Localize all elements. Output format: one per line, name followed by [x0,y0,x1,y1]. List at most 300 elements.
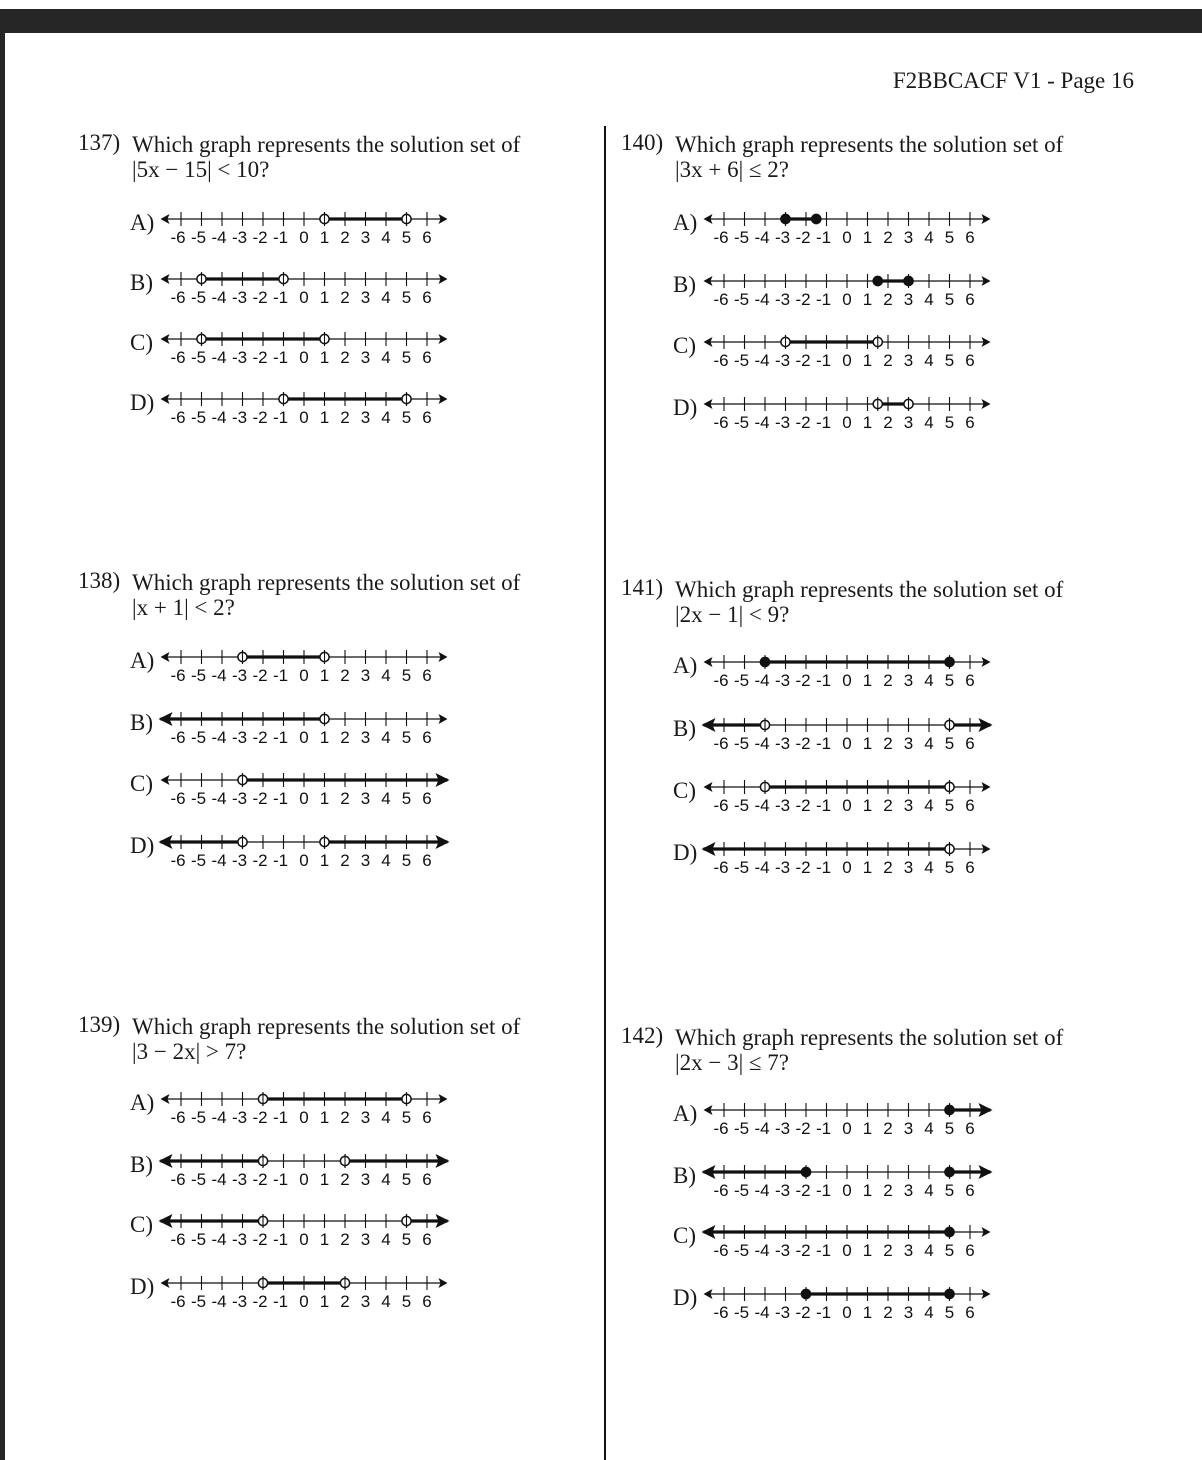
answer-choice-a[interactable] [130,648,490,698]
number-line [160,387,460,429]
question-inequality: |3x + 6| ≤ 2? [675,157,790,182]
tick-label: -3 [774,734,791,753]
tick-label: 0 [299,408,309,427]
tick-label: 4 [924,228,934,247]
choice-label: C) [673,778,696,803]
tick-label: 5 [944,858,955,877]
question-prompt: Which graph represents the solution set of [675,132,1064,157]
tick-label: 3 [903,351,914,370]
choice-label: B) [673,272,696,297]
choice-label: A) [673,653,698,678]
number-line [160,327,460,369]
tick-label: -2 [252,789,268,808]
question-inequality: |3 − 2x| > 7? [132,1039,247,1064]
tick-label: 2 [340,666,350,685]
tick-label: 1 [319,1292,330,1311]
tick-label: 3 [903,290,914,309]
tick-label: 4 [924,1181,934,1200]
tick-label: -1 [272,348,289,367]
choice-label: D) [130,833,155,858]
tick-label: -6 [713,734,729,753]
answer-choice-b[interactable] [130,1152,490,1202]
tick-label: -2 [795,290,811,309]
tick-label: -5 [733,1181,750,1200]
question-inequality: |2x − 1| < 9? [675,602,790,627]
tick-label: 1 [319,1230,330,1249]
tick-label: -1 [272,1292,289,1311]
choice-label: B) [130,710,153,735]
choice-label: D) [673,1285,698,1310]
tick-label: -4 [211,228,227,247]
tick-label: -6 [713,796,729,815]
tick-label: -4 [754,290,770,309]
tick-label: 5 [944,1303,955,1322]
tick-label: -1 [272,789,289,808]
answer-choice-a[interactable] [673,1101,1033,1151]
number-line [160,707,460,749]
tick-label: -5 [190,348,207,367]
tick-label: -3 [231,728,248,747]
question-prompt: Which graph represents the solution set of [132,1014,521,1039]
tick-label: 1 [862,1119,873,1138]
tick-label: 6 [965,1119,975,1138]
closed-endpoint [873,276,882,285]
tick-label: -3 [774,858,791,877]
tick-label: 0 [299,288,309,307]
tick-label: -2 [252,288,268,307]
tick-label: -6 [713,1241,729,1260]
tick-label: 5 [944,1119,955,1138]
answer-choice-a[interactable] [673,210,1033,260]
tick-label: -5 [733,734,750,753]
tick-label: 2 [883,351,893,370]
answer-choice-c[interactable] [130,771,490,821]
number-line [160,768,460,810]
tick-label: -2 [795,671,811,690]
tick-label: -3 [774,671,791,690]
tick-label: 4 [924,1241,934,1260]
answer-choice-d[interactable] [673,1285,1033,1335]
question-inequality: |5x − 15| < 10? [132,157,270,182]
answer-choice-d[interactable] [673,395,1033,445]
answer-choice-b[interactable] [673,716,1033,766]
number-line [160,267,460,309]
tick-label: -3 [774,351,791,370]
tick-label: 6 [965,228,975,247]
tick-label: 4 [381,666,391,685]
tick-label: 1 [319,789,330,808]
tick-label: -2 [795,1241,811,1260]
tick-label: 1 [862,1241,873,1260]
tick-label: -6 [170,1170,186,1189]
tick-label: -3 [231,348,248,367]
tick-label: 5 [944,1181,955,1200]
tick-label: 1 [862,671,873,690]
tick-label: 6 [965,290,975,309]
tick-label: 4 [381,288,391,307]
tick-label: -1 [272,666,289,685]
tick-label: -6 [170,1230,186,1249]
tick-label: 4 [924,858,934,877]
closed-endpoint [945,1105,954,1114]
closed-endpoint [945,1289,954,1298]
tick-label: 3 [360,728,371,747]
tick-label: -6 [170,666,186,685]
closed-endpoint [801,1167,810,1176]
tick-label: -3 [774,1241,791,1260]
tick-label: 1 [319,851,330,870]
tick-label: -4 [211,666,227,685]
page-header: F2BBCACF V1 - Page 16 [892,68,1134,93]
answer-choice-d[interactable] [130,1274,490,1324]
tick-label: -1 [272,728,289,747]
question-number: 141) [621,575,664,600]
tick-label: -2 [795,796,811,815]
tick-label: 1 [862,1181,873,1200]
tick-label: -1 [815,1303,832,1322]
tick-label: -3 [774,1119,791,1138]
tick-label: 6 [422,408,432,427]
tick-label: -5 [190,1170,207,1189]
number-line [160,1087,460,1129]
tick-label: -5 [733,413,750,432]
number-line [703,837,1003,879]
answer-choice-a[interactable] [130,1090,490,1140]
tick-label: -5 [190,1108,207,1127]
tick-label: -6 [713,290,729,309]
tick-label: 5 [401,1230,412,1249]
tick-label: 1 [862,351,873,370]
tick-label: 0 [842,228,852,247]
tick-label: -6 [713,671,729,690]
tick-label: 6 [965,413,975,432]
tick-label: 4 [924,413,934,432]
tick-label: -2 [795,1303,811,1322]
tick-label: -6 [713,228,729,247]
answer-choice-a[interactable] [673,653,1033,703]
answer-choice-c[interactable] [673,1223,1033,1273]
tick-label: 2 [340,1230,350,1249]
tick-label: 0 [842,1303,852,1322]
tick-label: 0 [842,671,852,690]
choice-label: D) [130,390,155,415]
tick-label: 0 [299,666,309,685]
choice-label: D) [673,840,698,865]
tick-label: 5 [401,1108,412,1127]
tick-label: -4 [211,1230,227,1249]
tick-label: -5 [733,1241,750,1260]
question-2 [78,568,598,948]
tick-label: 3 [903,1303,914,1322]
tick-label: 4 [924,351,934,370]
number-line [703,1098,1003,1140]
tick-label: -3 [231,1230,248,1249]
number-line [160,830,460,872]
tick-label: 3 [903,1119,914,1138]
question-text [132,132,520,182]
tick-label: -1 [272,1108,289,1127]
tick-label: -6 [170,348,186,367]
tick-label: 1 [862,858,873,877]
tick-label: -6 [170,851,186,870]
number-line [160,1271,460,1313]
choice-label: A) [673,210,698,235]
question-6 [621,1023,1141,1403]
tick-label: -3 [774,1181,791,1200]
choice-label: C) [130,330,153,355]
tick-label: 4 [381,228,391,247]
tick-label: 2 [340,288,350,307]
tick-label: -4 [754,1241,770,1260]
closed-endpoint [801,1289,810,1298]
question-text [675,132,1063,182]
tick-label: -2 [795,351,811,370]
answer-choice-c[interactable] [130,330,490,380]
tick-label: -4 [211,728,227,747]
tick-label: 5 [401,1292,412,1311]
tick-label: -3 [231,288,248,307]
number-line [160,1149,460,1191]
tick-label: 4 [381,348,391,367]
tick-label: -4 [754,1303,770,1322]
closed-endpoint [904,276,913,285]
tick-label: 6 [965,1181,975,1200]
tick-label: -3 [231,1292,248,1311]
tick-label: 5 [944,671,955,690]
answer-choice-c[interactable] [673,778,1033,828]
answer-choice-b[interactable] [130,270,490,320]
number-line [703,650,1003,692]
tick-label: 6 [422,228,432,247]
question-number: 140) [621,130,664,155]
tick-label: -1 [815,734,832,753]
choice-label: A) [130,1090,155,1115]
question-5 [621,575,1141,955]
tick-label: -2 [252,1170,268,1189]
tick-label: 1 [862,290,873,309]
tick-label: 1 [862,1303,873,1322]
answer-choice-c[interactable] [130,1212,490,1262]
tick-label: -2 [252,666,268,685]
tick-label: -3 [231,851,248,870]
tick-label: -1 [815,671,832,690]
question-prompt: Which graph represents the solution set of [132,570,521,595]
tick-label: 0 [299,348,309,367]
answer-choice-b[interactable] [673,272,1033,322]
tick-label: -1 [815,1181,832,1200]
tick-label: 5 [401,348,412,367]
tick-label: -5 [733,351,750,370]
tick-label: -6 [170,1108,186,1127]
tick-label: 2 [340,728,350,747]
number-line [703,713,1003,755]
tick-label: -4 [211,348,227,367]
tick-label: -6 [170,1292,186,1311]
tick-label: -4 [211,1108,227,1127]
question-text [675,577,1063,627]
tick-label: -1 [815,290,832,309]
tick-label: -1 [272,408,289,427]
tick-label: -6 [170,789,186,808]
tick-label: -5 [733,1303,750,1322]
tick-label: 0 [299,851,309,870]
question-prompt: Which graph represents the solution set of [675,1025,1064,1050]
tick-label: 6 [965,858,975,877]
tick-label: 1 [319,408,330,427]
answer-choice-d[interactable] [130,390,490,440]
closed-endpoint [945,1227,954,1236]
answer-choice-b[interactable] [673,1163,1033,1213]
number-line [160,1209,460,1251]
tick-label: -4 [754,734,770,753]
question-text [132,570,520,620]
tick-label: -4 [211,288,227,307]
tick-label: -4 [211,408,227,427]
tick-label: 4 [381,1170,391,1189]
tick-label: -5 [733,1119,750,1138]
tick-label: -4 [754,351,770,370]
tick-label: -1 [815,1241,832,1260]
number-line [160,645,460,687]
tick-label: 4 [924,734,934,753]
tick-label: 0 [299,1230,309,1249]
question-number: 137) [78,130,121,155]
choice-label: C) [130,1212,153,1237]
tick-label: 2 [883,1181,893,1200]
tick-label: 0 [842,858,852,877]
tick-label: -4 [754,858,770,877]
choice-label: B) [130,1152,153,1177]
answer-choice-b[interactable] [130,710,490,760]
tick-label: 3 [360,228,371,247]
tick-label: 3 [360,1292,371,1311]
tick-label: -6 [713,1181,729,1200]
tick-label: 6 [965,351,975,370]
tick-label: -1 [815,351,832,370]
answer-choice-a[interactable] [130,210,490,260]
choice-label: B) [130,270,153,295]
choice-label: A) [130,210,155,235]
answer-choice-c[interactable] [673,333,1033,383]
tick-label: 0 [299,1108,309,1127]
tick-label: -3 [774,796,791,815]
tick-label: -2 [252,1292,268,1311]
tick-label: 5 [401,789,412,808]
tick-label: 6 [422,1292,432,1311]
tick-label: 1 [319,1108,330,1127]
tick-label: 2 [340,789,350,808]
tick-label: 1 [862,734,873,753]
tick-label: 3 [903,413,914,432]
tick-label: 6 [965,1241,975,1260]
tick-label: 2 [340,228,350,247]
tick-label: 0 [842,1119,852,1138]
tick-label: -5 [190,789,207,808]
tick-label: 5 [401,666,412,685]
tick-label: 4 [381,1292,391,1311]
window-title-bar [0,9,1202,33]
closed-endpoint [760,657,769,666]
tick-label: 1 [862,796,873,815]
tick-label: -6 [170,228,186,247]
number-line [160,207,460,249]
tick-label: 6 [965,671,975,690]
tick-label: 4 [381,1230,391,1249]
tick-label: -2 [252,228,268,247]
tick-label: 4 [924,290,934,309]
question-number: 142) [621,1023,664,1048]
tick-label: -2 [795,858,811,877]
tick-label: 6 [422,728,432,747]
tick-label: -2 [252,1108,268,1127]
tick-label: -2 [252,348,268,367]
tick-label: 3 [360,288,371,307]
tick-label: -5 [190,408,207,427]
closed-endpoint [812,214,821,223]
tick-label: 5 [401,851,412,870]
number-line [703,775,1003,817]
tick-label: -2 [795,1181,811,1200]
tick-label: -5 [190,851,207,870]
tick-label: -5 [190,1292,207,1311]
tick-label: 2 [340,851,350,870]
tick-label: 5 [944,290,955,309]
tick-label: -1 [272,288,289,307]
tick-label: -2 [795,228,811,247]
tick-label: -1 [815,858,832,877]
tick-label: 5 [944,734,955,753]
number-line [703,1220,1003,1262]
number-line [703,207,1003,249]
tick-label: -2 [795,413,811,432]
tick-label: 1 [862,413,873,432]
tick-label: -5 [733,671,750,690]
tick-label: 2 [883,671,893,690]
answer-choice-d[interactable] [130,833,490,883]
tick-label: -3 [774,1303,791,1322]
tick-label: -1 [815,413,832,432]
tick-label: -4 [211,789,227,808]
number-line [703,330,1003,372]
closed-endpoint [945,657,954,666]
tick-label: -3 [774,413,791,432]
tick-label: -4 [754,671,770,690]
tick-label: 2 [883,734,893,753]
tick-label: 2 [883,796,893,815]
tick-label: 3 [360,789,371,808]
answer-choice-d[interactable] [673,840,1033,890]
tick-label: 3 [360,408,371,427]
tick-label: -2 [252,408,268,427]
tick-label: -4 [754,796,770,815]
tick-label: -6 [713,1119,729,1138]
tick-label: 3 [903,1241,914,1260]
tick-label: 3 [903,796,914,815]
tick-label: 1 [319,728,330,747]
tick-label: 2 [883,1241,893,1260]
tick-label: -5 [190,1230,207,1249]
tick-label: -3 [231,408,248,427]
tick-label: -3 [231,1108,248,1127]
tick-label: 6 [965,796,975,815]
tick-label: 4 [924,671,934,690]
choice-label: C) [673,1223,696,1248]
tick-label: -6 [713,413,729,432]
tick-label: 1 [319,1170,330,1189]
tick-label: -2 [795,1119,811,1138]
tick-label: 2 [340,1292,350,1311]
tick-label: 6 [422,1230,432,1249]
